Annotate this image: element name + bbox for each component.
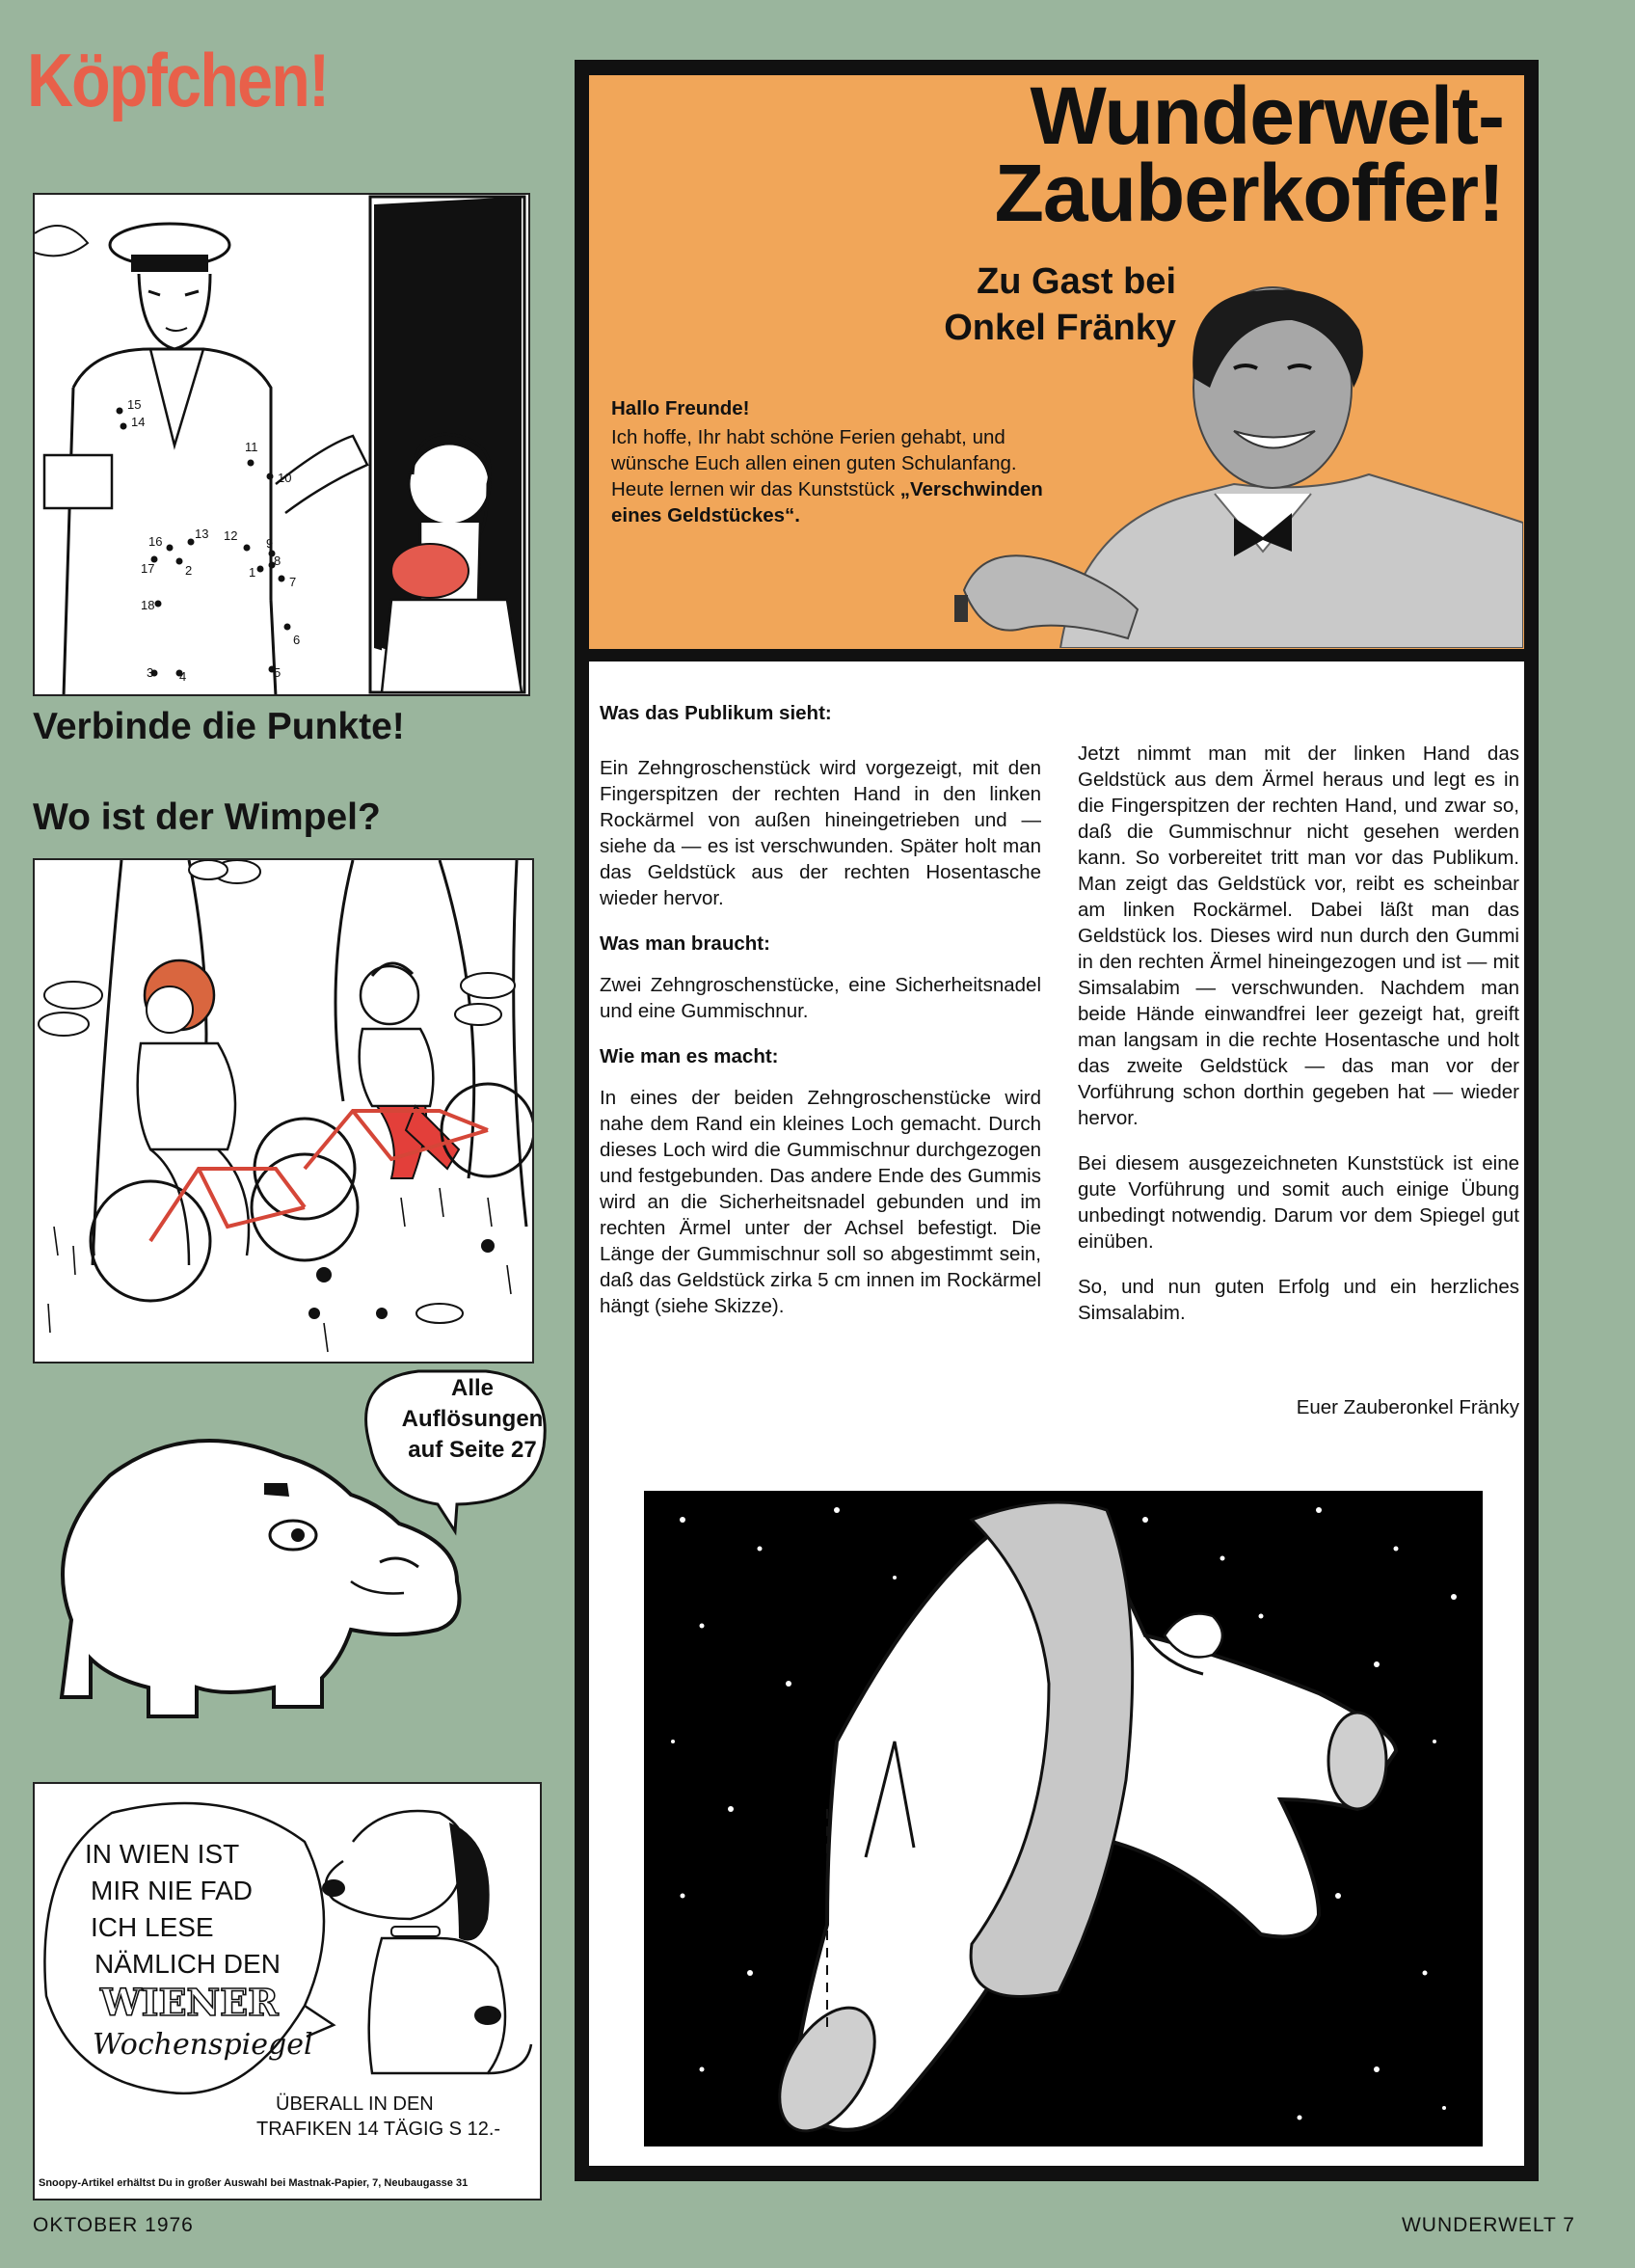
column2-paragraph-3: So, und nun guten Erfolg und ein herzliches Simsalabim. [1078,1276,1519,1324]
puzzle1-heading: Verbinde die Punkte! [33,706,405,747]
bubble-line-2: Auflösungen [401,1406,544,1432]
snoopy-line-4: NÄMLICH DEN [94,1949,281,1979]
section-text-howto: In eines der beiden Zehngroschenstücke wird nahe dem Rand ein kleines Loch gemacht. Durch dieses Loch wird die Gummischnur durchgezogen und festgebunden. Das andere Ende des Gummis wird an die Sicherheitsnadel gebunden und im rechten Ärmel unter der Achsel befestigt. Die Länge der Gummischnur soll so abgestimmt sein, daß das Geldstück zirka 5 cm innen im Rockärmel hängt (siehe Skizze). [600,1087,1041,1317]
footer-page-number: WUNDERWELT 7 [1401,2214,1575,2236]
section-text-materials: Zwei Zehngroschenstücke, eine Sicherheitsnadel und eine Gummischnur. [600,974,1041,1022]
wochenspiegel-logo: Wochenspiegel [93,2028,313,2062]
bubble-line-1: Alle [450,1375,494,1401]
svg-text:13: 13 [195,526,209,541]
snoopy-advert [33,1782,542,2200]
puzzle2-heading: Wo ist der Wimpel? [33,796,381,838]
svg-text:7: 7 [289,575,297,589]
svg-text:3: 3 [147,665,154,680]
footer-date: OKTOBER 1976 [33,2214,194,2236]
page-title [829,70,1504,238]
svg-text:15: 15 [127,397,142,412]
svg-text:14: 14 [131,415,146,429]
intro-trick-name: „Verschwinden eines Geldstückes“. [611,478,1043,526]
connect-dots-drawing [35,195,528,694]
intro-body: Ich hoffe, Ihr habt schöne Ferien gehabt, und wünsche Euch allen einen guten Schulanfang. Heute lernen wir das Kunststück [611,426,1017,500]
snoopy-line-8: TRAFIKEN 14 TÄGIG S 12.- [256,2119,501,2140]
section-heading-audience: Was das Publikum sieht: [600,702,832,724]
bicycle-kids-drawing [35,860,532,1362]
svg-text:8: 8 [274,554,281,568]
article-column-2 [1078,741,1519,1345]
svg-text:1: 1 [249,565,256,580]
subtitle-line-2: Onkel Fränky [944,308,1176,348]
snoopy-drawing [35,1784,540,2170]
subtitle-line-1: Zu Gast bei [977,261,1176,302]
svg-text:5: 5 [274,665,281,680]
svg-text:10: 10 [278,471,292,485]
column2-paragraph-2: Bei diesem ausgezeichneten Kunststück ist eine gute Vorführung und somit auch einige Übung unbedingt notwendig. Darum vor dem Spiegel gut einüben. [1078,1152,1519,1253]
snoopy-line-1: IN WIEN IST [85,1839,240,1869]
svg-text:6: 6 [293,633,301,647]
intro-text [611,395,1053,528]
svg-text:18: 18 [141,598,155,612]
snoopy-line-2: MIR NIE FAD [91,1876,254,1905]
svg-text:11: 11 [245,440,258,454]
snoopy-caption: Snoopy-Artikel erhältst Du in großer Auswahl bei Mastnak-Papier, 7, Neubaugasse 31 [39,2177,469,2189]
bubble-line-3: auf Seite 27 [408,1437,537,1463]
brand-title: Köpfchen! [27,38,329,122]
signoff: Euer Zauberonkel Fränky [1296,1396,1519,1418]
section-heading-howto: Wie man es macht: [600,1045,779,1067]
section-heading-materials: Was man braucht: [600,932,770,955]
snoopy-line-7: ÜBERALL IN DEN [276,2093,434,2115]
article-column-1 [600,700,1041,1338]
svg-text:17: 17 [141,561,155,576]
greeting: Hallo Freunde! [611,397,750,419]
svg-text:4: 4 [179,669,187,684]
svg-text:16: 16 [148,534,163,549]
svg-text:9: 9 [266,536,274,551]
connect-dots-illustration [33,193,530,696]
title-line-2: Zauberkoffer! [994,148,1504,238]
svg-text:12: 12 [224,528,238,543]
snoopy-line-3: ICH LESE [91,1912,214,1942]
find-pennant-illustration [33,858,534,1364]
wiener-logo: WIENER [100,1981,279,2024]
sleeve-sketch [644,1491,1483,2146]
sleeve-sketch-drawing [644,1491,1483,2146]
title-line-1: Wunderwelt- [1030,70,1504,161]
svg-text:2: 2 [185,563,193,578]
solutions-bubble-text [376,1373,569,1466]
section-text-audience: Ein Zehngroschenstück wird vorgezeigt, mit den Fingerspitzen der rechten Hand in den linken Rockärmel von außen hineingetrieben und — siehe da — es ist verschwunden. Später holt man das Geldstück aus der rechten Hosentasche wieder hervor. [600,757,1041,909]
column2-paragraph-1: Jetzt nimmt man mit der linken Hand das Geldstück aus dem Ärmel heraus und legt es in die Fingerspitzen der rechten Hand, und zwar so, daß die Gummischnur nicht gesehen werden kann. So vorbereitet tritt man vor das Publikum. Man zeigt das Geldstück vor, reibt es scheinbar am linken Rockärmel. Dabei läßt man das Geldstück los. Dieses wird nun durch den Gummi in den rechten Ärmel hineingezogen und ist — mit Simsalabim — verschwunden. Nachdem man beide Hände einwandfrei leer gezeigt hat, greift man langsam in die rechte Hosentasche und holt das zweite Geldstück — das man vor der Vorführung schon dorthin gegeben hat — wieder hervor. [1078,742,1519,1129]
